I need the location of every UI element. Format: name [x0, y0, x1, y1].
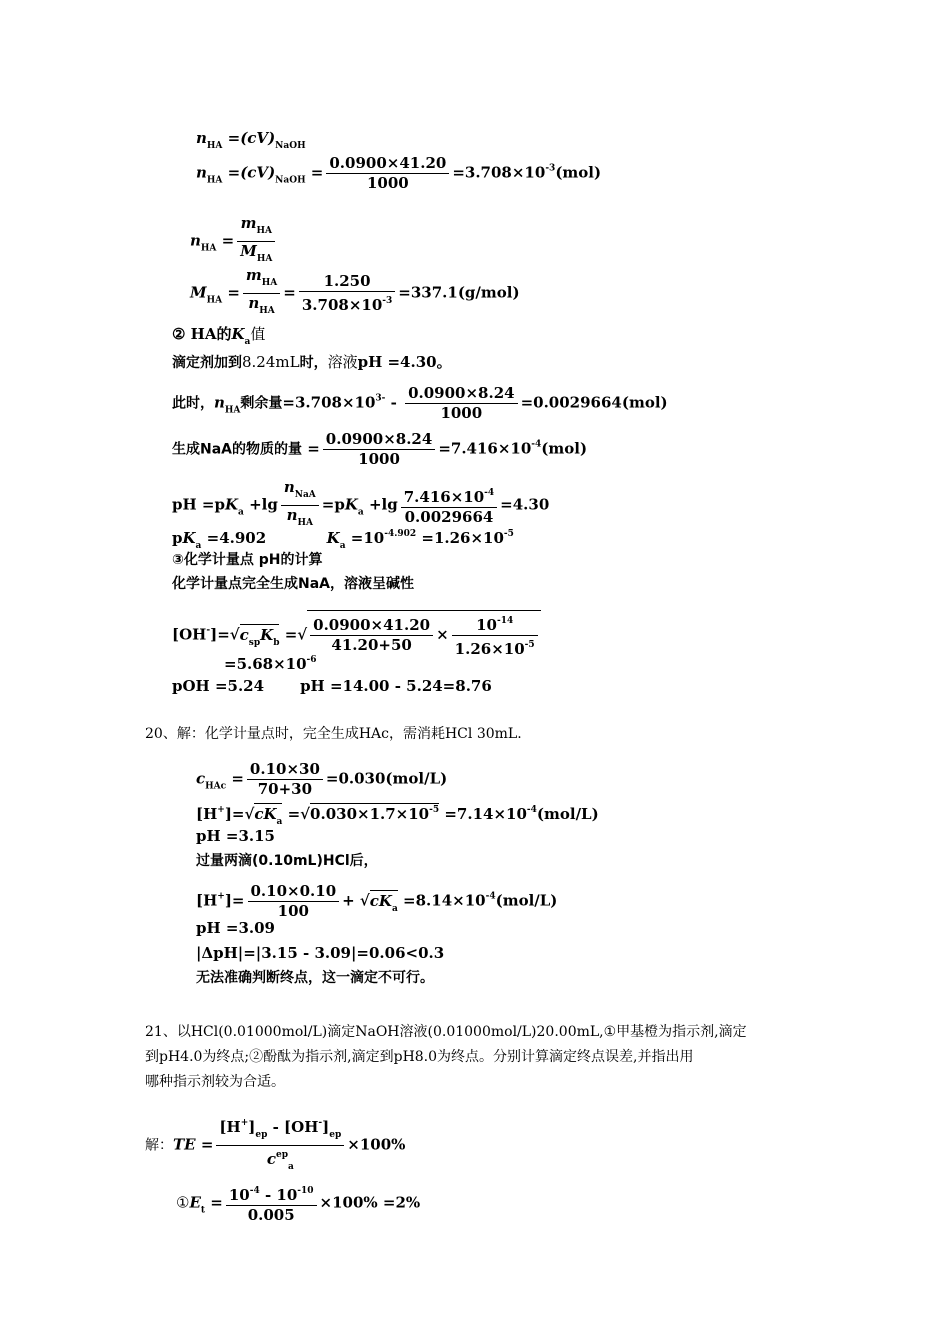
- sec21-problem-line3: 哪种指示剂较为合适。: [145, 1074, 285, 1090]
- titrant-line: 滴定剂加到8.24mL时，溶液pH =4.30。: [172, 353, 452, 371]
- part2-title: ② HA的$K_a$值: [172, 325, 266, 347]
- sec20-conclusion: 无法准确判断终点，这一滴定不可行。: [196, 970, 434, 986]
- eq-oh: $[OH^-]=√c_{sp}K_b$ =√ $\frac{0.0900\times 41.20}{41.20+50}$ × $\frac{10^{-14}}{1.26\times 10^{-5}}$: [172, 610, 541, 659]
- eq-te-formula: 解：TE = $\frac{[H^+]_{ep} - [OH^-]_{ep}}{c^{ep}_a}$ ×100%: [145, 1114, 405, 1177]
- eq-c-hac: $c_{HAc}$ = $\frac{0.10\times 30}{70+30}$ =0.030(mol/L): [196, 760, 448, 798]
- sec21-problem-line2: 到pH4.0为终点;②酚酞为指示剂,滴定到pH8.0为终点。分别计算滴定终点误差,并指出用: [145, 1049, 694, 1065]
- eq-poh-ph: pOH =5.24 pH =14.00 - 5.24=8.76: [172, 677, 492, 695]
- eq-pka: $pK_a =4.902$ $K_a =10^{-4.902} =1.26\times 10^{-5}$: [172, 529, 514, 551]
- sec20-intro: 20、解：化学计量点时，完全生成HAc，需消耗HCl 30mL.: [145, 726, 522, 742]
- eq-et-1: $①E_t$ = $\frac{10^{-4} - 10^{-10}}{0.005}$ ×100% =2%: [176, 1182, 420, 1225]
- eq-h-conc: $[H^+]=√cK_a =√0.030\times 1.7\times 10^{-5} =7.14\times 10^{-4}(mol/L)$: [196, 805, 599, 827]
- part3-title: ③化学计量点 pH的计算: [172, 552, 323, 568]
- excess-text: 过量两滴(0.10mL)HCl后，: [196, 853, 378, 869]
- sec21-problem-line1: 21、以HCl(0.01000mol/L)滴定NaOH溶液(0.01000mol/L)20.00mL,①甲基橙为指示剂,滴定: [145, 1024, 747, 1040]
- eq-h2: [H+]= $\frac{0.10\times 0.10}{100}$ + $√cK_a =8.14\times 10^{-4}(mol/L)$: [196, 882, 558, 920]
- part3-desc: 化学计量点完全生成NaA，溶液呈碱性: [172, 576, 414, 592]
- eq-henderson: pH $=pK_a +\lg$ $\frac{n_{NaA}}{n_{HA}}$ $=pK_a +\lg$ $\frac{7.416\times 10^{-4}}{0.0029664}$ =4.30: [172, 478, 550, 528]
- eq-n-ha-value: $n_{HA} =(cV)_{NaOH}$ = $\frac{0.0900\times 41.20}{1000}$ $=3.708\times 10^{-3}(mol)$: [196, 154, 602, 192]
- eq-n-ha-cv: $n_{HA} =(cV)_{NaOH}$: [196, 129, 306, 151]
- eq-naa-amount: 生成NaA的物质的量 = $\frac{0.0900\times 8.24}{1000}$ $=7.416\times 10^{-4}(mol)$: [172, 430, 588, 468]
- eq-ph1: pH =3.15: [196, 827, 275, 845]
- eq-oh-result: $=5.68\times 10^{-6}$: [224, 655, 317, 673]
- eq-delta-ph: |ΔpH|=|3.15 - 3.09|=0.06<0.3: [196, 944, 445, 962]
- eq-n-m-over-M: $n_{HA}$ = $\frac{m_{HA}}{M_{HA}}$: [190, 214, 278, 269]
- eq-molar-mass: $M_{HA}$ = $\frac{m_{HA}}{n_{HA}}$ = $\frac{1.250}{3.708\times 10^{-3}}$ =337.1(g/mol): [190, 266, 520, 316]
- eq-remaining-ha: 此时，$n_{HA}$剩余量$=3.708\times 10^{3-}$ - $\frac{0.0900\times 8.24}{1000}$ =0.0029664(mol): [172, 384, 668, 422]
- eq-ph2: pH =3.09: [196, 919, 275, 937]
